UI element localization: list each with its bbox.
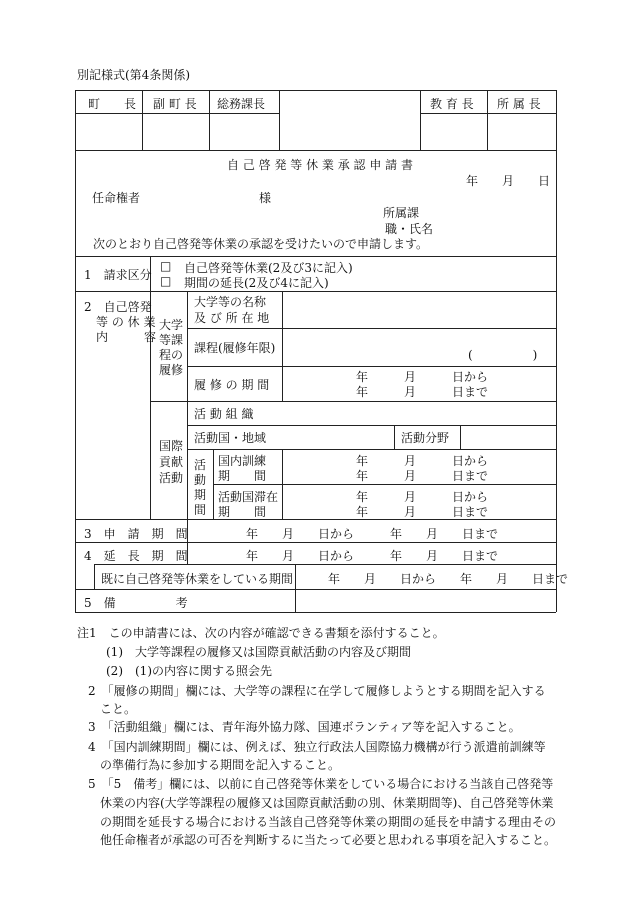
dept-label: 所属課 (383, 206, 420, 220)
application-date: 年 月 日 (466, 174, 551, 188)
form-title: 自 己 啓 発 等 休 業 承 認 申 請 書 (227, 158, 413, 172)
intl-label-3: 活動 (159, 471, 184, 485)
overseas-stay-label-1: 活動国滞在 (218, 490, 279, 504)
note-line: こと。 (100, 702, 137, 716)
univ-label-2: 等課 (159, 333, 184, 347)
appointer-label: 任命権者 (92, 191, 141, 205)
note-line: 3 「活動組織」欄には、青年海外協力隊、国連ボランティア等を記入すること。 (88, 720, 521, 734)
overseas-stay-to: 年 月 日まで (356, 505, 489, 519)
univ-label-3: 程の (159, 348, 184, 362)
name-label: 職・氏名 (385, 222, 434, 236)
approval-superintendent: 教 育 長 (430, 97, 474, 111)
activity-period-label-4: 間 (194, 503, 207, 517)
activity-period-label-1: 活 (194, 458, 207, 472)
intl-label-2: 貢献 (159, 455, 184, 469)
school-name-label-1: 大学等の名称 (194, 295, 267, 309)
activity-org-label: 活 動 組 織 (194, 407, 254, 421)
request-statement: 次のとおり自己啓発等休業の承認を受けたいので申請します。 (93, 237, 429, 251)
course-years-field: ( ) (468, 348, 538, 362)
option-leave: 自己啓発等休業(2及び3に記入) (184, 261, 353, 275)
study-period-label: 履 修 の 期 間 (194, 378, 270, 392)
school-name-label-2: 及 び 所 在 地 (194, 311, 270, 325)
form-number: 別記様式(第4条関係) (77, 68, 190, 82)
note-line: の期間を延長する場合における当該自己啓発等休業の期間の延長を申請する理由その (100, 815, 557, 829)
remarks-label: 5 備 考 (84, 596, 188, 610)
option-extension: 期間の延長(2及び4に記入) (184, 276, 329, 290)
note-line: (1) 大学等課程の履修又は国際貢献活動の内容及び期間 (106, 645, 412, 659)
extension-period-label: 4 延 長 期 間 (84, 549, 188, 563)
domestic-training-to: 年 月 日まで (356, 469, 489, 483)
note-line: 休業の内容(大学等課程の履修又は国際貢献活動の別、休業期間等)、自己啓発等休業 (100, 796, 554, 810)
extension-checkbox[interactable]: □ (160, 274, 172, 288)
approval-dept-head: 所 属 長 (497, 97, 541, 111)
note-line: 4 「国内訓練期間」欄には、例えば、独立行政法人国際協力機構が行う派遣前訓練等 (88, 740, 546, 754)
leave-content-label-1: 2 自己啓発 (84, 300, 152, 314)
note-line: 2 「履修の期間」欄には、大学等の課程に在学して履修しようとする期間を記入する (88, 684, 546, 698)
extension-period-value: 年 月 日から 年 月 日まで (246, 549, 499, 563)
note-line: (2) (1)の内容に関する照会先 (106, 664, 272, 678)
note-line: 注1 この申請書には、次の内容が確認できる書類を添付すること。 (77, 626, 445, 640)
univ-label-4: 履修 (159, 363, 184, 377)
note-line: 他任命権者が承認の可否を判断するに当たって必要と思われる事項を記入すること。 (100, 833, 557, 847)
approval-deputy-mayor: 副 町 長 (153, 97, 197, 111)
prior-leave-value: 年 月 日から 年 月 日まで (328, 572, 569, 586)
activity-field-label: 活動分野 (401, 431, 450, 445)
approval-mayor: 町 長 (88, 97, 137, 111)
univ-label-1: 大学 (159, 318, 184, 332)
sama-label: 様 (259, 191, 272, 205)
activity-period-label-2: 動 (194, 473, 207, 487)
application-period-value: 年 月 日から 年 月 日まで (246, 527, 499, 541)
leave-content-label-2: 等 の 休 業 (96, 315, 156, 329)
leave-content-label-3: 内 容 (96, 330, 157, 344)
domestic-training-from: 年 月 日から (356, 454, 489, 468)
study-period-to: 年 月 日まで (356, 385, 489, 399)
approval-general-affairs: 総務課長 (217, 97, 266, 111)
request-type-label: 1 請求区分 (84, 268, 152, 282)
note-line: 5 「5 備考」欄には、以前に自己啓発等休業をしている場合における当該自己啓発等 (88, 777, 554, 791)
leave-checkbox[interactable]: □ (160, 259, 172, 273)
activity-period-label-3: 期 (194, 488, 207, 502)
overseas-stay-label-2: 期 間 (218, 505, 267, 519)
application-period-label: 3 申 請 期 間 (84, 527, 188, 541)
note-line: の準備行為に参加する期間を記入すること。 (100, 758, 341, 772)
study-period-from: 年 月 日から (356, 370, 489, 384)
prior-leave-label: 既に自己啓発等休業をしている期間 (101, 572, 294, 586)
domestic-training-label-1: 国内訓練 (218, 454, 267, 468)
intl-label-1: 国際 (159, 439, 184, 453)
overseas-stay-from: 年 月 日から (356, 490, 489, 504)
course-label: 課程(履修年限) (194, 341, 276, 355)
activity-country-label: 活動国・地域 (194, 431, 267, 445)
domestic-training-label-2: 期 間 (218, 469, 267, 483)
